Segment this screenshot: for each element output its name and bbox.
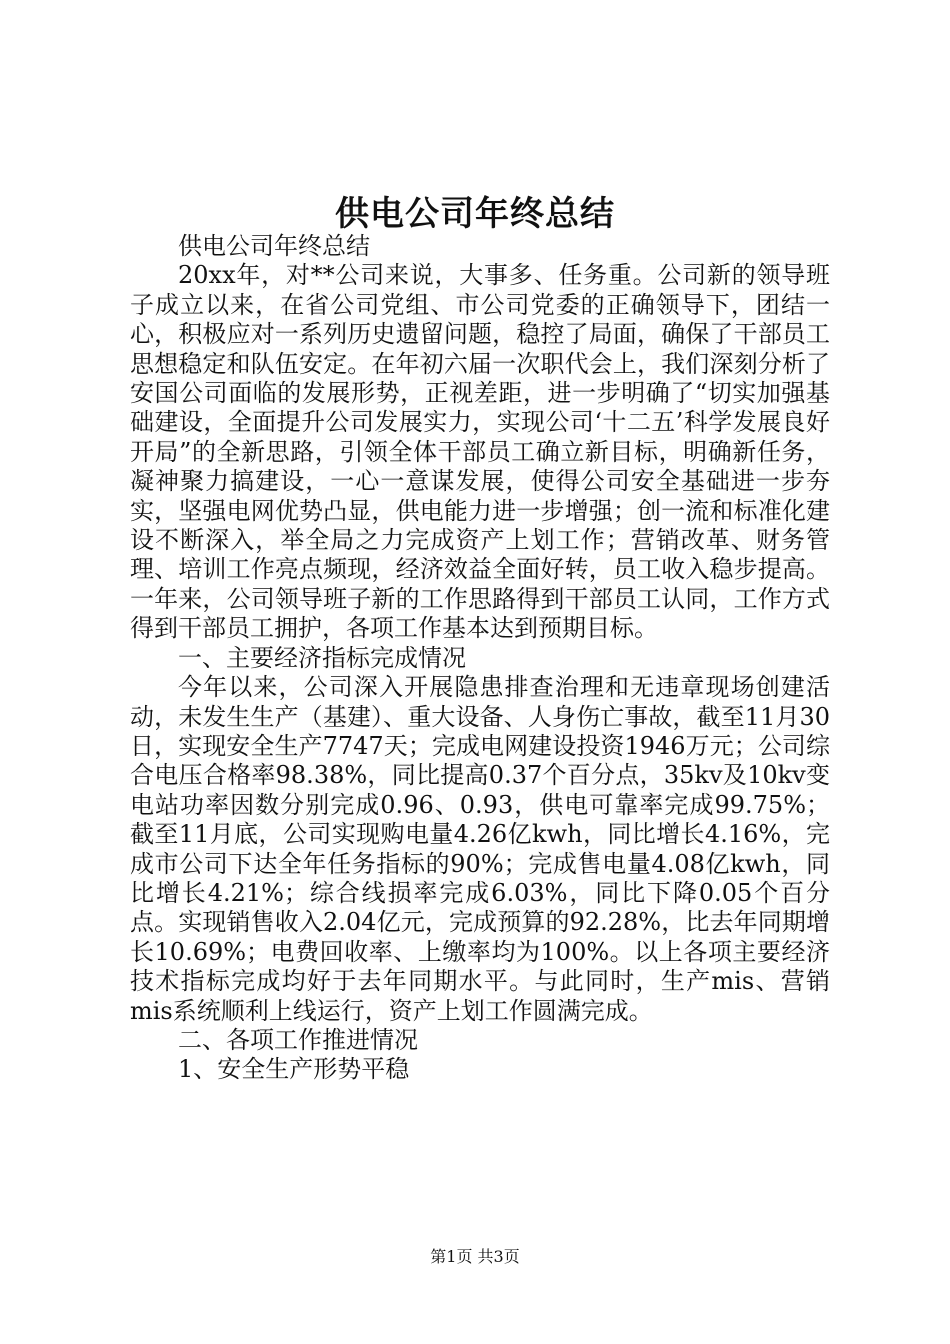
document-body bbox=[130, 232, 830, 1085]
subsection-heading-1: 1、安全生产形势平稳 bbox=[178, 1055, 410, 1084]
subtitle-paragraph: 供电公司年终总结 bbox=[178, 232, 370, 260]
section-heading-2: 二、各项工作推进情况 bbox=[178, 1025, 418, 1054]
intro-paragraph: 20xx年，对**公司来说，大事多、任务重。公司新的领导班子成立以来，在省公司党组、市公司党委的正确领导下，团结一心，积极应对一系列历史遗留问题，稳控了局面，确保了干部员工思想稳定和队伍安定。在年初六届一次职代会上，我们深刻分析了安国公司面临的发展形势，正视差距，进一步明确了“切实加强基础建设，全面提升公司发展实力，实现公司‘十二五’科学发展良好开局”的全新思路，引领全体干部员工确立新目标，明确新任务，凝神聚力搞建设，一心一意谋发展，使得公司安全基础进一步夯实，坚强电网优势凸显，供电能力进一步增强；创一流和标准化建设不断深入，举全局之力完成资产上划工作；营销改革、财务管理、培训工作亮点频现，经济效益全面好转，员工收入稳步提高。一年来，公司领导班子新的工作思路得到干部员工认同，工作方式得到干部员工拥护，各项工作基本达到预期目标。 bbox=[130, 261, 830, 643]
document-title: 供电公司年终总结 bbox=[335, 194, 615, 234]
section-heading-1: 一、主要经济指标完成情况 bbox=[178, 643, 466, 672]
page-footer: 第1页 共3页 bbox=[430, 1247, 520, 1266]
indicators-paragraph: 今年以来，公司深入开展隐患排查治理和无违章现场创建活动，未发生生产（基建）、重大设备、人身伤亡事故，截至11月30日，实现安全生产7747天；完成电网建设投资1946万元；公司综合电压合格率98.38%，同比提高0.37个百分点，35kv及10kv变电站功率因数分别完成0.96、0.93，供电可靠率完成99.75%；截至11月底，公司实现购电量4.26亿kwh，同比增长4.16%，完成市公司下达全年任务指标的90%；完成售电量4.08亿kwh，同比增长4.21%；综合线损率完成6.03%，同比下降0.05个百分点。实现销售收入2.04亿元，完成预算的92.28%，比去年同期增长10.69%；电费回收率、上缴率均为100%。以上各项主要经济技术指标完成均好于去年同期水平。与此同时，生产mis、营销mis系统顺利上线运行，资产上划工作圆满完成。 bbox=[130, 673, 830, 1025]
